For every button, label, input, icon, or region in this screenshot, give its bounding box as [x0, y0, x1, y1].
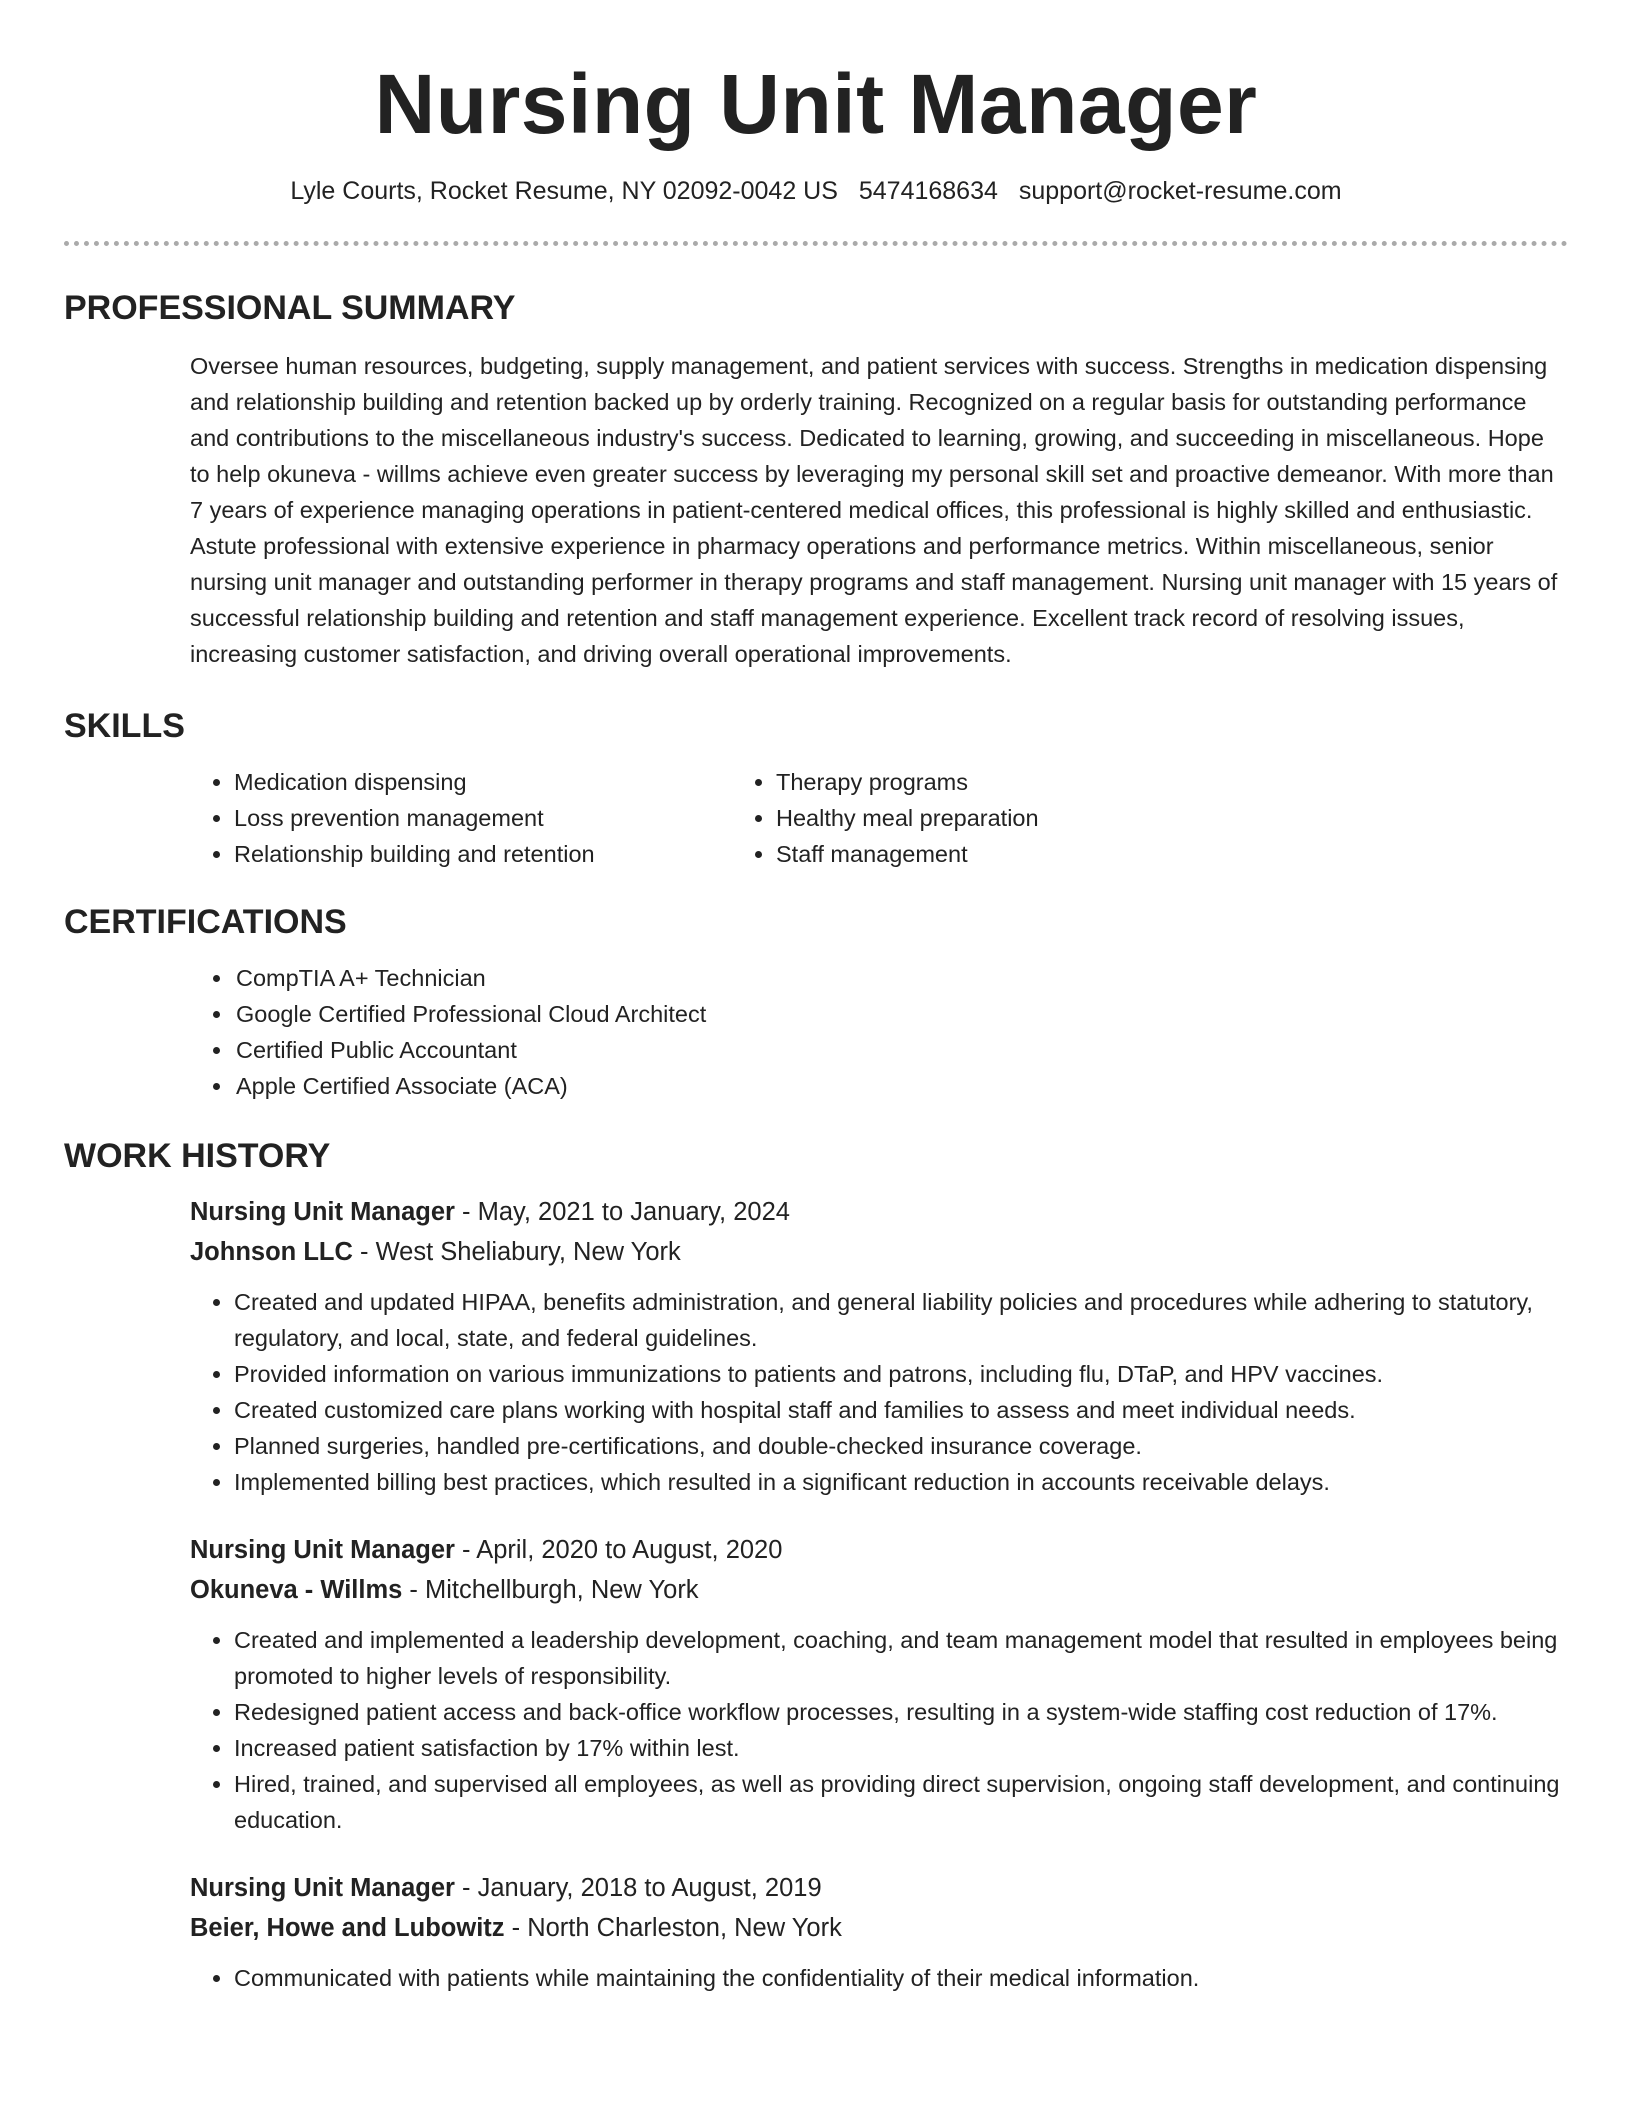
- summary-heading: PROFESSIONAL SUMMARY: [64, 289, 516, 327]
- job-title: Nursing Unit Manager: [190, 1536, 455, 1564]
- summary-text: Oversee human resources, budgeting, supply management, and patient services with success. Strengths in medication dispensing and relationship building and retention backed up by orderly training. Recognized on a regular basis for outstanding performance and contributions to the miscellaneous industry's success. Dedicated to learning, growing, and succeeding in miscellaneous. Hope to help okuneva - willms achieve even greater success by leveraging my personal skill set and proactive demeanor. With more than 7 years of experience managing operations in patient-centered medical offices, this professional is highly skilled and enthusiastic. Astute professional with extensive experience in pharmacy operations and performance metrics. Within miscellaneous, senior nursing unit manager and outstanding performer in therapy programs and staff management. Nursing unit manager with 15 years of successful relationship building and retention and staff management experience. Excellent track record of resolving issues, increasing customer satisfaction, and driving overall operational improvements.: [190, 353, 1558, 667]
- job-company-line: [190, 1908, 1568, 1948]
- skills-column-right: [742, 764, 1284, 872]
- skills-heading: SKILLS: [64, 707, 185, 745]
- job-dates: - May, 2021 to January, 2024: [454, 1198, 790, 1226]
- job-bullet: • Created customized care plans working with hospital staff and families to assess and meet individual needs.: [234, 1392, 1568, 1428]
- skill-item: • Healthy meal preparation: [776, 800, 1284, 836]
- job-title-line: [190, 1868, 1568, 1908]
- job-bullets: [190, 1622, 1568, 1838]
- resume-page: [64, 0, 1568, 1996]
- job-dates: - April, 2020 to August, 2020: [454, 1536, 783, 1564]
- job-entry: [190, 1192, 1568, 1500]
- job-bullet: • Created and implemented a leadership development, coaching, and team management model that resulted in employees being promoted to higher levels of responsibility.: [234, 1622, 1568, 1694]
- skills-list: [64, 764, 1568, 872]
- certification-item: • Apple Certified Associate (ACA): [234, 1068, 1568, 1104]
- skills-column-left: [64, 764, 742, 872]
- contact-phone: 5474168634: [858, 177, 998, 205]
- job-bullet: • Planned surgeries, handled pre-certifications, and double-checked insurance coverage.: [234, 1428, 1568, 1464]
- skill-item: • Staff management: [776, 836, 1284, 872]
- job-entry: [190, 1530, 1568, 1838]
- skill-item: • Loss prevention management: [234, 800, 742, 836]
- job-bullets: [190, 1284, 1568, 1500]
- job-company: Johnson LLC: [190, 1238, 353, 1266]
- contact-address: Lyle Courts, Rocket Resume, NY 02092-0042 US: [290, 177, 838, 205]
- job-bullet: • Implemented billing best practices, which resulted in a significant reduction in accounts receivable delays.: [234, 1464, 1568, 1500]
- job-company: Beier, Howe and Lubowitz: [190, 1914, 505, 1942]
- job-bullets: [190, 1960, 1568, 1996]
- certification-item: • Certified Public Accountant: [234, 1032, 1568, 1068]
- resume-name: Nursing Unit Manager: [374, 57, 1258, 151]
- skill-item: • Therapy programs: [776, 764, 1284, 800]
- certifications-heading: CERTIFICATIONS: [64, 903, 347, 941]
- job-title: Nursing Unit Manager: [190, 1198, 455, 1226]
- contact-line: [64, 174, 1568, 208]
- job-location: - West Sheliabury, New York: [352, 1238, 681, 1266]
- header-divider: [64, 241, 1568, 246]
- job-company-line: [190, 1570, 1568, 1610]
- job-location: - North Charleston, New York: [504, 1914, 842, 1942]
- contact-email: support@rocket-resume.com: [1018, 177, 1342, 205]
- job-entry: [190, 1868, 1568, 1996]
- certifications-list: [64, 960, 1568, 1104]
- job-bullet: • Redesigned patient access and back-office workflow processes, resulting in a system-wide staffing cost reduction of 17%.: [234, 1694, 1568, 1730]
- job-bullet: • Created and updated HIPAA, benefits administration, and general liability policies and procedures while adhering to statutory, regulatory, and local, state, and federal guidelines.: [234, 1284, 1568, 1356]
- job-company-line: [190, 1232, 1568, 1272]
- job-location: - Mitchellburgh, New York: [402, 1576, 699, 1604]
- job-title-line: [190, 1530, 1568, 1570]
- skill-item: • Medication dispensing: [234, 764, 742, 800]
- work-history-heading: WORK HISTORY: [64, 1137, 331, 1175]
- skill-item: • Relationship building and retention: [234, 836, 742, 872]
- job-dates: - January, 2018 to August, 2019: [454, 1874, 822, 1902]
- job-company: Okuneva - Willms: [190, 1576, 403, 1604]
- job-bullet: • Communicated with patients while maintaining the confidentiality of their medical information.: [234, 1960, 1568, 1996]
- job-bullet: • Hired, trained, and supervised all employees, as well as providing direct supervision, ongoing staff development, and continuing education.: [234, 1766, 1568, 1838]
- certification-item: • CompTIA A+ Technician: [234, 960, 1568, 996]
- job-bullet: • Provided information on various immunizations to patients and patrons, including flu, DTaP, and HPV vaccines.: [234, 1356, 1568, 1392]
- job-title-line: [190, 1192, 1568, 1232]
- job-bullet: • Increased patient satisfaction by 17% within lest.: [234, 1730, 1568, 1766]
- job-title: Nursing Unit Manager: [190, 1874, 455, 1902]
- certification-item: • Google Certified Professional Cloud Architect: [234, 996, 1568, 1032]
